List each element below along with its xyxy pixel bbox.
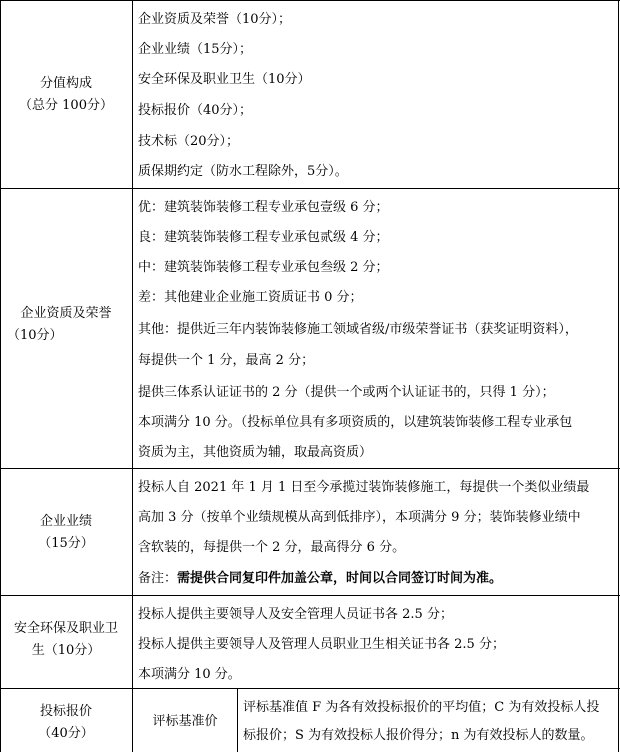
- label-line: 投标报价: [39, 704, 92, 719]
- content-line: 企业资质及荣誉（10分）；: [138, 12, 292, 27]
- content-line: 提供三体系认证证书的 2 分（提供一个或两个认证证书的，只得 1 分）；: [138, 385, 555, 400]
- content-line: 投标人提供主要领导人及管理人员职业卫生相关证书各 2.5 分；: [138, 637, 505, 652]
- row-label-composition: [1, 60, 131, 130]
- content-line: 本项满分 10 分。（投标单位具有多项资质的，以建筑装饰装修工程专业承包: [138, 415, 573, 430]
- content-line: 评标基准值 F 为各有效投标报价的平均值；C 为有效投标人投: [243, 700, 600, 715]
- content-line: 投标报价（40分）；: [138, 103, 253, 118]
- content-line: 投标人提供主要领导人及安全管理人员证书各 2.5 分；: [138, 607, 453, 622]
- content-line: 质保期约定（防水工程除外，5分）。: [138, 164, 348, 179]
- content-line: 良：建筑装饰装修工程专业承包贰级 4 分；: [138, 230, 389, 245]
- row-label-qualification: [1, 295, 131, 355]
- label-line: （15分）: [38, 536, 94, 551]
- performance-content: [138, 468, 614, 595]
- price-sub-label: 评标基准价: [152, 714, 218, 729]
- content-line: 差：其他建业企业施工资质证书 0 分；: [138, 290, 363, 305]
- note-prefix: 备注：: [138, 571, 178, 586]
- label-line: 分值构成: [39, 76, 92, 91]
- label-line: 安全环保及职业卫: [13, 621, 118, 636]
- content-line: 资质为主，其他资质为辅，取最高资质）: [138, 445, 373, 460]
- sub-column-divider: [237, 688, 238, 752]
- row-label-performance: [1, 505, 131, 561]
- content-line: 安全环保及职业卫生（10分）: [138, 72, 311, 87]
- content-line: 技术标（20分）；: [138, 134, 240, 149]
- content-line: 企业业绩（15分）；: [138, 42, 253, 57]
- label-line: 生（10分）: [31, 643, 101, 658]
- content-line: 优：建筑装饰装修工程专业承包壹级 6 分；: [138, 200, 389, 215]
- row-label-safety: [1, 612, 131, 668]
- content-line: 标报价；S 为有效投标人报价得分；n 为有效投标人的数量。: [243, 728, 594, 743]
- content-line: 投标人自 2021 年 1 月 1 日至今承揽过装饰装修施工，每提供一个类似业绩最: [138, 480, 590, 495]
- qualification-content: [138, 188, 614, 468]
- label-line: 企业资质及荣誉: [20, 306, 112, 321]
- content-line: 含软装的，每提供一个 2 分，最高得分 6 分。: [138, 540, 406, 555]
- table-right-border: [618, 0, 619, 752]
- content-line: 其他：提供近三年内装饰装修施工领域省级/市级荣誉证书（获奖证明资料），: [138, 322, 578, 337]
- label-line: （40分）: [38, 726, 94, 741]
- price-content: [243, 688, 615, 752]
- note-text: 需提供合同复印件加盖公章，时间以合同签订时间为准。: [177, 571, 503, 586]
- label-line: （10分）: [7, 328, 63, 343]
- performance-note: [138, 567, 502, 586]
- content-line: 本项满分 10 分。: [138, 667, 241, 682]
- safety-content: [138, 595, 614, 688]
- content-line: 中：建筑装饰装修工程专业承包叁级 2 分；: [138, 260, 389, 275]
- content-line: 高加 3 分（按单个业绩规模从高到低排序），本项满分 9 分；装饰装修业绩中: [138, 510, 581, 525]
- column-divider: [132, 0, 133, 752]
- row-label-price: [1, 695, 131, 751]
- composition-content: [138, 0, 614, 188]
- label-line: （总分 100分）: [19, 98, 113, 113]
- content-line: 每提供一个 1 分，最高 2 分；: [138, 353, 315, 368]
- label-line: 企业业绩: [39, 514, 92, 529]
